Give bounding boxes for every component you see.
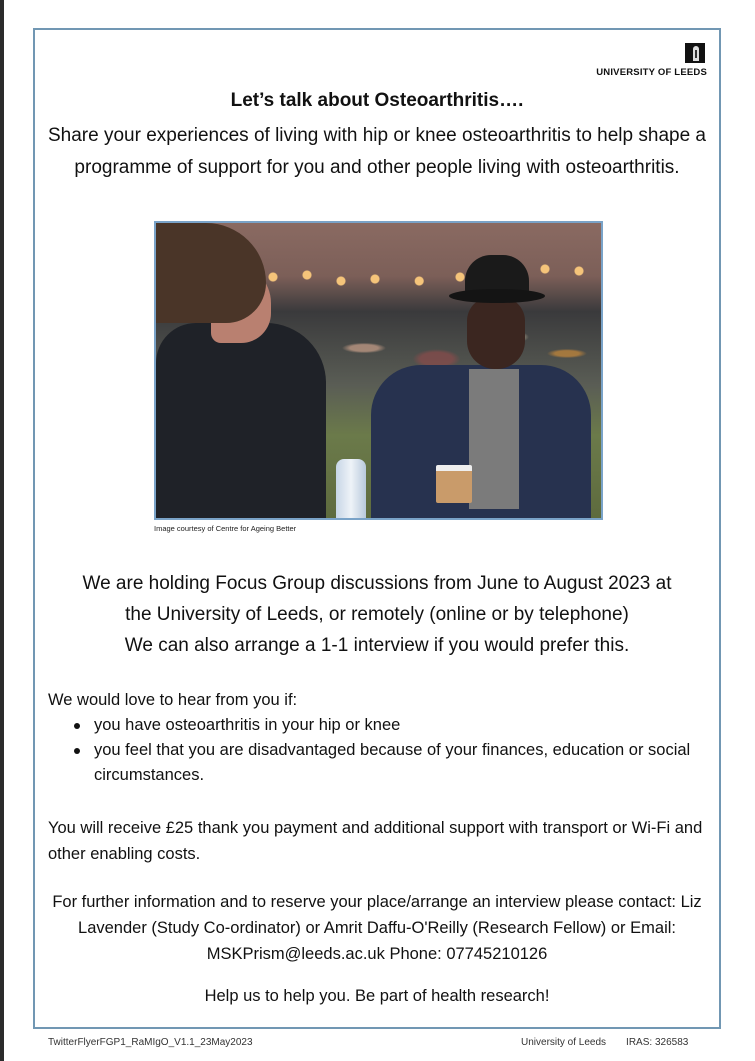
footer-doc-id: TwitterFlyerFGP1_RaMIgO_V1.1_23May2023 (48, 1037, 253, 1048)
criteria-list (48, 713, 708, 788)
flyer-title: Let’s talk about Osteoarthritis…. (230, 90, 524, 111)
list-item: you have osteoarthritis in your hip or knee (94, 713, 708, 738)
woman-figure (156, 223, 331, 520)
bullet-icon (74, 723, 80, 729)
payment-info: You will receive £25 thank you payment and additional support with transport or Wi-Fi and other enabling costs. (48, 819, 703, 863)
man-figure (361, 247, 596, 520)
viewer-edge (0, 0, 4, 1061)
tagline: Help us to help you. Be part of health research! (204, 987, 550, 1005)
eligibility-criteria (48, 687, 708, 788)
events-line: We are holding Focus Group discussions from June to August 2023 at (82, 573, 672, 594)
events-line: We can also arrange a 1-1 interview if you would prefer this. (124, 635, 630, 656)
flyer-photo (154, 221, 603, 520)
footer-iras: IRAS: 326583 (626, 1037, 689, 1048)
phone-number[interactable]: 07745210126 (446, 945, 548, 963)
criteria-lead: We would love to hear from you if: (48, 691, 298, 709)
logo-text: UNIVERSITY OF LEEDS (596, 67, 707, 78)
footer-org: University of Leeds (521, 1037, 607, 1048)
bullet-icon (74, 748, 80, 754)
list-item: you feel that you are disadvantaged because of your finances, education or social circumstances. (94, 738, 708, 788)
footer-right (521, 1037, 688, 1048)
events-line: the University of Leeds, or remotely (online or by telephone) (125, 604, 629, 625)
coffee-cup (436, 465, 472, 503)
contact-info: For further information and to reserve your place/arrange an interview please contact: Liz Lavender (Study Co-ordinator) or Amrit Daffu-O'Reilly (Research Fellow) or Email: MSKPrism@leeds.ac.uk Phone: 07745210126 (52, 893, 702, 963)
university-crest-icon (685, 43, 705, 63)
events-info (45, 568, 709, 661)
flyer-frame (33, 28, 721, 1029)
email-link[interactable]: MSKPrism@leeds.ac.uk (206, 945, 385, 963)
university-logo (589, 43, 707, 79)
intro-text: Share your experiences of living with hip or knee osteoarthritis to help shape a programme of support for you and other people living with osteoarthritis. (48, 125, 706, 178)
photo-caption: Image courtesy of Centre for Ageing Better (154, 524, 297, 533)
